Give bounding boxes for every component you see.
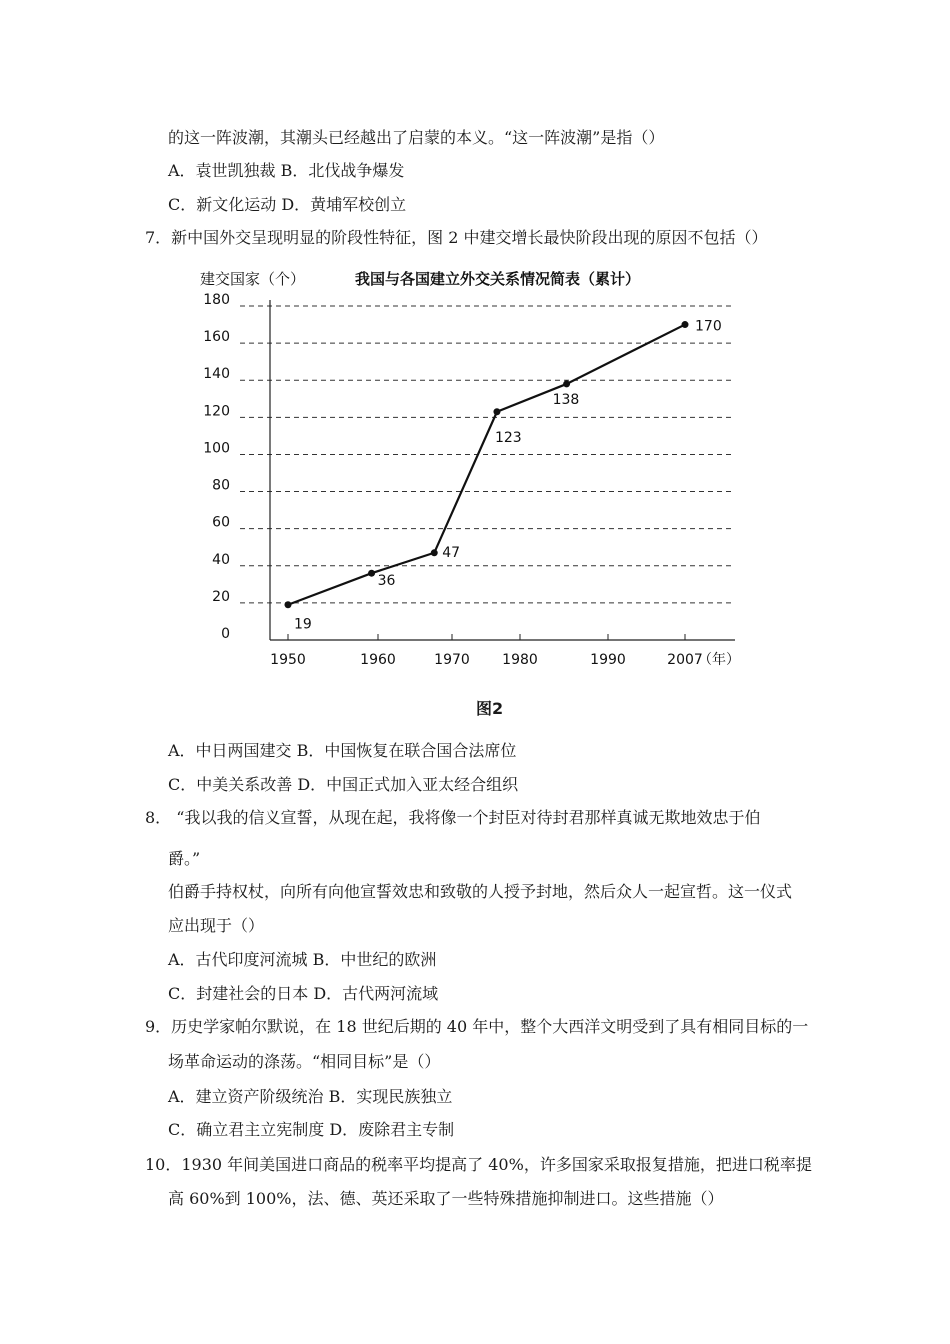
q9-option-cd: C．确立君主立宪制度 D．废除君主专制 xyxy=(168,1120,455,1139)
q7-stem: 7．新中国外交呈现明显的阶段性特征，图 2 中建交增长最快阶段出现的原因不包括（） xyxy=(145,228,768,247)
y-tick-label: 80 xyxy=(212,477,230,494)
chart-ylabel: 建交国家（个） xyxy=(200,270,306,288)
x-tick-label: 1970 xyxy=(434,652,470,668)
q8-line-1: 8． “我以我的信义宣誓，从现在起，我将像一个封臣对待封君那样真诚无欺地效忠于伯 xyxy=(145,808,761,827)
q7-option-cd: C．中美关系改善 D．中国正式加入亚太经合组织 xyxy=(168,775,519,794)
x-tick-label: 1950 xyxy=(270,652,306,668)
y-tick-label: 0 xyxy=(221,626,230,642)
data-label: 47 xyxy=(442,544,461,561)
data-label: 123 xyxy=(494,429,522,446)
figure-caption: 图2 xyxy=(476,699,504,718)
q9-line-1: 9．历史学家帕尔默说，在 18 世纪后期的 40 年中，整个大西洋文明受到了具有相同目标的一 xyxy=(145,1017,809,1036)
data-point xyxy=(493,408,500,415)
diplomacy-line-chart xyxy=(190,262,760,682)
y-tick-label: 40 xyxy=(212,551,230,568)
q6-option-ab: A．袁世凯独裁 B．北伐战争爆发 xyxy=(168,161,405,180)
y-tick-label: 20 xyxy=(212,588,230,605)
data-label: 170 xyxy=(695,318,722,335)
x-tick-label: 2007 xyxy=(667,652,703,668)
x-tick-label: 1990 xyxy=(590,652,626,668)
q8-option-ab: A．古代印度河流城 B．中世纪的欧洲 xyxy=(168,950,437,969)
q10-line-1: 10．1930 年间美国进口商品的税率平均提高了 40%，许多国家采取报复措施，把进口税率提 xyxy=(145,1155,812,1174)
q10-line-2: 高 60%到 100%，法、德、英还采取了一些特殊措施抑制进口。这些措施（） xyxy=(168,1189,724,1208)
q8-option-cd: C．封建社会的日本 D．古代两河流域 xyxy=(168,984,439,1003)
x-tick-label: 1980 xyxy=(502,652,538,668)
q8-line-4: 应出现于（） xyxy=(168,916,265,935)
y-tick-label: 60 xyxy=(212,514,230,531)
y-tick-label: 140 xyxy=(203,366,230,383)
y-tick-label: 180 xyxy=(203,292,230,308)
chart-xlabel: （年） xyxy=(698,652,740,668)
data-label: 138 xyxy=(552,391,580,408)
data-point xyxy=(563,380,570,387)
q6-continuation-text: 的这一阵波潮，其潮头已经越出了启蒙的本义。“这一阵波潮”是指（） xyxy=(168,128,665,147)
q9-option-ab: A．建立资产阶级统治 B．实现民族独立 xyxy=(168,1087,453,1106)
q8-line-2: 爵。” xyxy=(168,849,201,868)
x-tick-label: 1960 xyxy=(360,652,396,668)
data-label: 36 xyxy=(377,573,396,590)
data-point xyxy=(285,601,292,608)
chart-title: 我国与各国建立外交关系情况简表（累计） xyxy=(355,270,641,288)
y-tick-label: 120 xyxy=(203,403,230,420)
data-point xyxy=(368,570,375,577)
x-tick-labels xyxy=(270,634,703,668)
y-tick-label: 160 xyxy=(203,329,230,346)
data-point xyxy=(431,549,438,556)
q9-line-2: 场革命运动的涤荡。“相同目标”是（） xyxy=(168,1052,441,1071)
q6-option-cd: C．新文化运动 D．黄埔军校创立 xyxy=(168,195,407,214)
data-points xyxy=(285,319,722,633)
chart-grid xyxy=(240,306,735,603)
series-line xyxy=(288,325,685,605)
y-tick-labels xyxy=(203,292,230,642)
data-point xyxy=(682,321,689,328)
q7-option-ab: A．中日两国建交 B．中国恢复在联合国合法席位 xyxy=(168,741,517,760)
y-tick-label: 100 xyxy=(203,440,230,457)
q8-line-3: 伯爵手持权杖，向所有向他宣誓效忠和致敬的人授予封地，然后众人一起宣哲。这一仪式 xyxy=(168,882,793,901)
data-label: 19 xyxy=(294,616,312,633)
